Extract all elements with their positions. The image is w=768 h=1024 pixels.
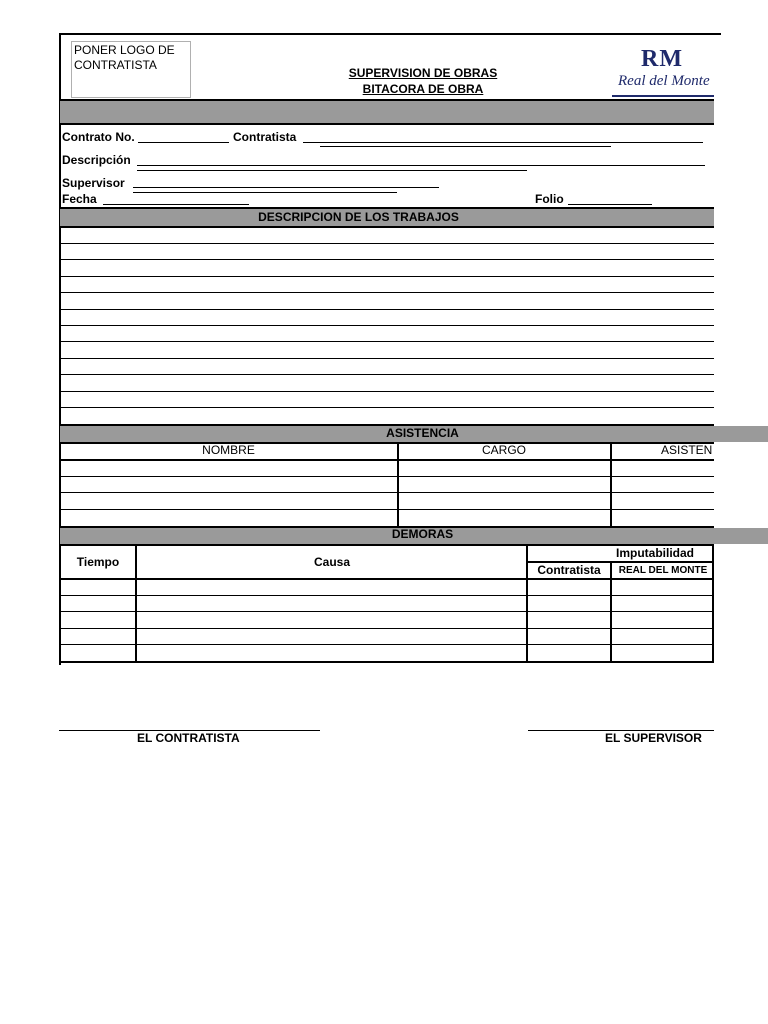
descripcion-input-line-2: [137, 170, 527, 171]
contratista-input-line-2: [320, 146, 611, 147]
title-line-2: BITACORA DE OBRA: [362, 82, 484, 96]
contratista-signature-label: EL CONTRATISTA: [137, 731, 240, 745]
demoras-divider-imp: [610, 561, 612, 663]
trabajos-header: DESCRIPCION DE LOS TRABAJOS: [258, 210, 459, 224]
contratista-input-line[interactable]: [303, 142, 703, 143]
brand-name: Real del Monte: [618, 73, 710, 89]
descripcion-label: Descripción: [62, 153, 131, 167]
demoras-row-line[interactable]: [60, 611, 714, 612]
trabajos-line[interactable]: [60, 276, 714, 277]
rm-monogram: RM: [641, 46, 683, 72]
col-cargo: CARGO: [481, 443, 526, 457]
col-tiempo: Tiempo: [76, 555, 120, 569]
demoras-colhead-bottom: [60, 578, 714, 580]
asistencia-row-line[interactable]: [60, 509, 714, 510]
trabajos-line[interactable]: [60, 325, 714, 326]
contractor-logo-placeholder: [71, 41, 191, 98]
trabajos-line[interactable]: [60, 374, 714, 375]
supervisor-input-line-2: [133, 192, 397, 193]
logo-placeholder-text: PONER LOGO DE CONTRATISTA: [74, 43, 175, 72]
contrato-input-line[interactable]: [138, 142, 229, 143]
descripcion-input-line[interactable]: [137, 165, 705, 166]
supervisor-signature-label: EL SUPERVISOR: [605, 731, 702, 745]
asistencia-divider-2: [610, 442, 612, 526]
demoras-header: DEMORAS: [391, 527, 454, 541]
col-imputabilidad: Imputabilidad: [616, 546, 694, 560]
trabajos-line[interactable]: [60, 341, 714, 342]
fecha-label: Fecha: [62, 192, 97, 206]
trabajos-line[interactable]: [60, 407, 714, 408]
asistencia-row-line[interactable]: [60, 476, 714, 477]
col-imp-contratista: Contratista: [537, 563, 601, 577]
contratista-label: Contratista: [233, 130, 297, 144]
demoras-row-line[interactable]: [60, 628, 714, 629]
col-causa: Causa: [313, 555, 351, 569]
asistencia-header: ASISTENCIA: [386, 426, 459, 440]
trabajos-line[interactable]: [60, 309, 714, 310]
grey-band-bottom: [60, 123, 714, 125]
trabajos-line[interactable]: [60, 259, 714, 260]
fecha-input-line[interactable]: [103, 204, 249, 205]
trabajos-line[interactable]: [60, 358, 714, 359]
demoras-row-line[interactable]: [60, 595, 714, 596]
supervisor-label: Supervisor: [62, 176, 125, 190]
brand-underline: [612, 95, 714, 97]
trabajos-line[interactable]: [60, 391, 714, 392]
real-del-monte-logo: [612, 44, 714, 98]
demoras-divider-tiempo: [135, 544, 137, 663]
demoras-bottom-line: [60, 661, 714, 663]
supervisor-input-line[interactable]: [133, 187, 439, 188]
col-asistencia: ASISTEN: [661, 443, 713, 457]
trabajos-line[interactable]: [60, 292, 714, 293]
header-grey-band: [60, 101, 714, 123]
title-line-1: SUPERVISION DE OBRAS: [348, 66, 498, 80]
asistencia-divider-1: [397, 442, 399, 526]
col-imp-real-del-monte: REAL DEL MONTE: [618, 565, 708, 576]
trabajos-header-bottom: [60, 226, 714, 228]
asistencia-row-line[interactable]: [60, 492, 714, 493]
trabajos-line[interactable]: [60, 243, 714, 244]
asistencia-colhead-bottom: [60, 459, 714, 461]
col-nombre: NOMBRE: [202, 443, 255, 457]
folio-input-line[interactable]: [568, 204, 652, 205]
folio-label: Folio: [535, 192, 564, 206]
contrato-label: Contrato No.: [62, 130, 135, 144]
demoras-divider-causa: [526, 544, 528, 663]
demoras-row-line[interactable]: [60, 644, 714, 645]
right-border: [712, 544, 714, 663]
